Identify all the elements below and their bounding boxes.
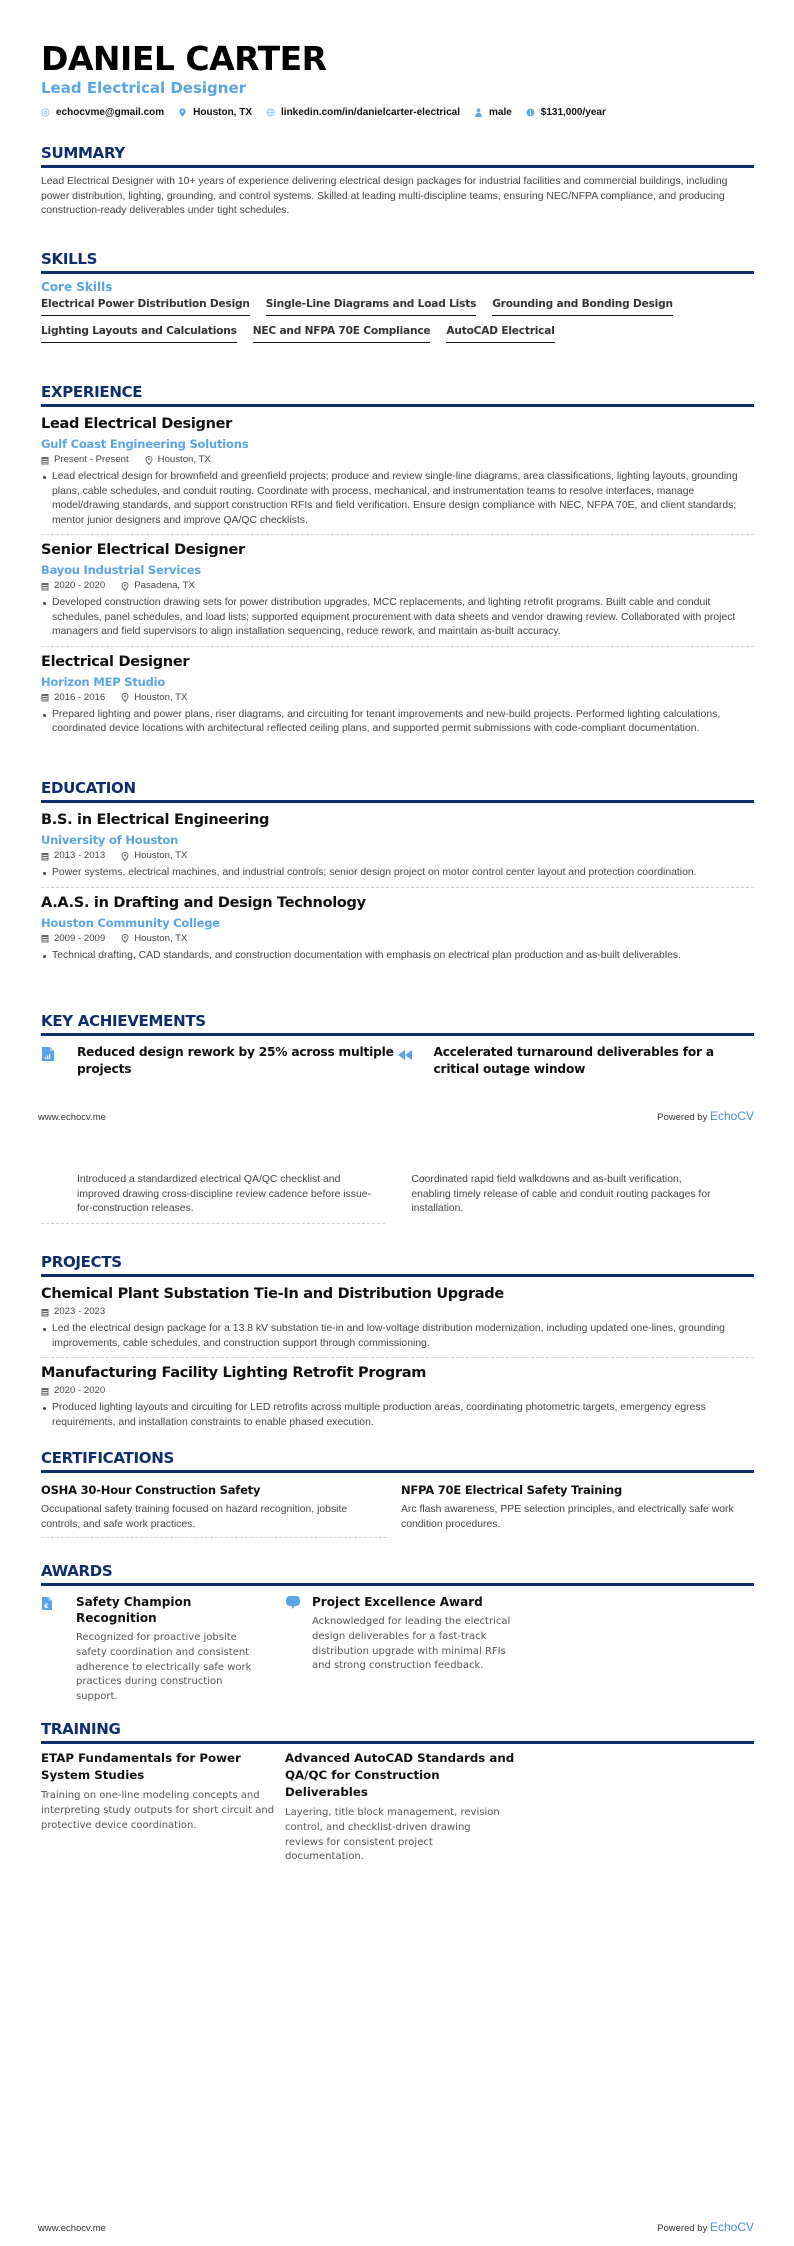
education-section (41, 779, 754, 963)
job-description: Lead electrical design for brownfield and greenfield projects; produce and review single-line diagrams, area classifications, lighting layouts, grounding plans, cable schedules, and conduit routing. Coordinate with process, mechanical, and instrumentation teams to resolve interfaces, manage model/drawing standards, and support construction RFIs and field verification. Ensure design compliance with NEC, NFPA 70E, and client standards; mentor junior designers and improve QA/QC checklists. (41, 470, 754, 528)
job-title: Electrical Designer (41, 653, 190, 670)
training-title: ETAP Fundamentals for Power System Studies (41, 1751, 241, 1782)
location-pin-icon (121, 852, 129, 861)
location-pin-icon (145, 456, 153, 465)
training-section (41, 1720, 754, 1865)
section-divider (41, 1741, 754, 1744)
section-divider (41, 404, 754, 407)
project-title: Chemical Plant Substation Tie-In and Distribution Upgrade (41, 1286, 504, 1302)
summary-section (41, 144, 754, 219)
achievement-description: Coordinated rapid field walkdowns and as-built verification, enabling timely release of cable and conduit routing packages for installation. (411, 1174, 711, 1214)
certification-description: Occupational safety training focused on hazard recognition, jobsite controls, and safe work practices. (41, 1504, 348, 1530)
award-content (312, 1594, 512, 1705)
job-dates: 2016 - 2016 (54, 691, 106, 703)
certification-title: NFPA 70E Electrical Safety Training (401, 1483, 623, 1497)
speech-bubble-icon (285, 1595, 301, 1610)
section-divider (41, 165, 754, 168)
skills-title: SKILLS (41, 250, 98, 268)
skills-list (41, 298, 754, 352)
training-item (285, 1750, 525, 1865)
job-description: Developed construction drawing sets for power distribution upgrades, MCC replacements, and lighting retrofit programs. Built cable and conduit schedules, panel schedules, and load lists; supported equipment procurement with data sheets and vendor drawing review. Collaborated with project managers and field supervisors to align installation sequencing, reduce rework, and maintain as-built accuracy. (41, 596, 754, 640)
project-entry (41, 1364, 754, 1430)
section-divider (41, 271, 754, 274)
award-title: Project Excellence Award (312, 1595, 483, 1609)
skills-group-title: Core Skills (41, 280, 113, 294)
achievement-item (398, 1044, 755, 1078)
brand-name[interactable]: EchoCV (709, 1109, 754, 1123)
skill-tag: NEC and NFPA 70E Compliance (253, 325, 431, 343)
achievements-grid (41, 1173, 754, 1224)
footer-powered-by (657, 2220, 754, 2234)
project-title: Manufacturing Facility Lighting Retrofit Program (41, 1365, 427, 1381)
school-name: Houston Community College (41, 915, 220, 930)
education-entry (41, 811, 754, 888)
certification-item (401, 1482, 747, 1538)
skill-tag: Electrical Power Distribution Design (41, 298, 250, 316)
location-pin-icon (178, 108, 187, 117)
achievements-section (41, 1012, 754, 1078)
section-divider (41, 1274, 754, 1277)
summary-text: Lead Electrical Designer with 10+ years of experience delivering electrical design packages for industrial facilities and commercial buildings, including power distribution, lighting, grounding, and control systems. Skilled at leading multi-discipline teams, ensuring NEC/NFPA compliance, and producing construction-ready deliverables under tight schedules. (41, 176, 728, 216)
contact-email[interactable] (41, 107, 164, 118)
education-meta (41, 849, 754, 863)
award-description: Recognized for proactive jobsite safety coordination and consistent adherence to electrically safe work practices during construction support. (76, 1632, 252, 1703)
section-divider (41, 1033, 754, 1036)
job-title: Lead Electrical Designer (41, 416, 232, 432)
job-location: Houston, TX (134, 691, 188, 703)
degree-title: A.A.S. in Drafting and Design Technology (41, 894, 366, 911)
school-name: University of Houston (41, 833, 179, 847)
resume-page-2 (0, 1123, 794, 2246)
project-meta (41, 1384, 754, 1398)
section-divider (41, 1583, 754, 1586)
experience-section (41, 383, 754, 737)
location-pin-icon (121, 934, 129, 943)
education-location: Houston, TX (134, 850, 188, 861)
project-meta (41, 1305, 754, 1319)
achievement-item (41, 1044, 398, 1078)
calendar-icon (41, 582, 49, 591)
achievement-title: Accelerated turnaround deliverables for a critical outage window (433, 1045, 714, 1076)
calendar-icon (41, 693, 49, 702)
contact-gender-text: male (488, 107, 512, 118)
resume-header (41, 40, 754, 118)
skill-tag: AutoCAD Electrical (446, 325, 554, 343)
award-title: Safety Champion Recognition (76, 1595, 192, 1625)
contact-salary (526, 107, 606, 118)
contact-linkedin[interactable] (266, 107, 460, 118)
company-name: Horizon MEP Studio (41, 674, 166, 689)
job-meta (41, 453, 754, 467)
projects-section (41, 1253, 754, 1430)
job-meta (41, 579, 754, 593)
rewind-icon (398, 1050, 412, 1060)
certification-title: OSHA 30-Hour Construction Safety (41, 1483, 261, 1497)
skills-section (41, 250, 754, 352)
location-pin-icon (121, 582, 129, 591)
candidate-role: Lead Electrical Designer (41, 79, 247, 97)
file-euro-icon (41, 1596, 53, 1611)
education-location: Houston, TX (134, 932, 188, 944)
job-dates: 2020 - 2020 (54, 580, 106, 591)
training-title: TRAINING (41, 1720, 121, 1738)
achievements-grid (41, 1044, 754, 1078)
project-dates: 2020 - 2020 (54, 1385, 106, 1396)
candidate-name: DANIEL CARTER (41, 39, 327, 78)
certifications-title: CERTIFICATIONS (41, 1449, 174, 1467)
contact-salary-text: $131,000/year (540, 107, 606, 118)
award-item (41, 1594, 285, 1705)
project-description: Led the electrical design package for a 13.8 kV substation tie-in and low-voltage distribution modernization, including updated one-lines, grounding improvements, cable schedules, and construction support through commissioning. (41, 1322, 754, 1351)
calendar-icon (41, 1387, 49, 1396)
award-content (76, 1594, 276, 1705)
project-description: Produced lighting layouts and circuiting for LED retrofits across multiple production areas, coordinating photometric targets, emergency egress requirements, and installation constraints to enable phased execution. (41, 1401, 754, 1430)
project-entry (41, 1285, 754, 1358)
calendar-icon (41, 1308, 49, 1317)
dollar-icon (526, 108, 535, 117)
contact-location (178, 107, 252, 118)
certification-description: Arc flash awareness, PPE selection principles, and electrically safe work condition procedures. (401, 1504, 734, 1530)
location-pin-icon (121, 693, 129, 702)
company-name: Bayou Industrial Services (41, 563, 201, 577)
awards-section (41, 1562, 754, 1705)
training-description: Training on one-line modeling concepts and interpreting study outputs for short circuit and protective device coordination. (41, 1790, 275, 1831)
job-title: Senior Electrical Designer (41, 542, 245, 558)
footer-website[interactable]: www.echocv.me (38, 2223, 106, 2234)
achievement-desc-cell (399, 1173, 754, 1224)
calendar-icon (41, 852, 49, 861)
company-name: Gulf Coast Engineering Solutions (41, 437, 249, 451)
experience-entry (41, 653, 754, 737)
person-icon (474, 108, 483, 117)
award-description: Acknowledged for leading the electrical design deliverables for a fast-track distribution upgrade with minimal RFIs and strong construction feedback. (312, 1616, 511, 1672)
summary-title: SUMMARY (41, 144, 125, 162)
education-description: Technical drafting, CAD standards, and construction documentation with emphasis on electrical plan production and as-built deliverables. (41, 949, 754, 964)
certification-item (41, 1482, 387, 1538)
achievements-continued (41, 1173, 754, 1224)
training-title: Advanced AutoCAD Standards and QA/QC for Construction Deliverables (285, 1751, 515, 1799)
skill-tag: Lighting Layouts and Calculations (41, 325, 237, 343)
achievements-title: KEY ACHIEVEMENTS (41, 1012, 206, 1030)
education-meta (41, 932, 754, 946)
job-meta (41, 691, 754, 705)
svg-text:€: € (44, 1603, 49, 1610)
experience-entry (41, 541, 754, 647)
projects-title: PROJECTS (41, 1253, 122, 1271)
achievement-desc-cell (41, 1173, 385, 1224)
education-entry (41, 894, 754, 964)
calendar-icon (41, 456, 49, 465)
contact-bar (41, 107, 754, 118)
brand-name[interactable]: EchoCV (709, 2220, 754, 2234)
achievement-description: Introduced a standardized electrical QA/QC checklist and improved drawing cross-discipline review cadence before issue-for-construction releases. (77, 1174, 371, 1214)
globe-icon (266, 108, 275, 117)
certifications-section (41, 1449, 754, 1538)
calendar-icon (41, 934, 49, 943)
experience-title: EXPERIENCE (41, 383, 143, 401)
footer-powered-by (657, 1109, 754, 1123)
contact-gender (474, 107, 512, 118)
award-item (285, 1594, 525, 1705)
education-dates: 2009 - 2009 (54, 932, 106, 944)
at-icon (41, 108, 50, 117)
section-divider (41, 1470, 754, 1473)
contact-linkedin-text: linkedin.com/in/danielcarter-electrical (281, 107, 460, 118)
contact-location-text: Houston, TX (193, 107, 253, 118)
training-item (41, 1750, 285, 1865)
experience-entry (41, 415, 754, 535)
job-dates: Present - Present (54, 454, 129, 465)
education-dates: 2013 - 2013 (54, 850, 106, 861)
powered-prefix: Powered by (657, 1112, 710, 1123)
skill-tag: Grounding and Bonding Design (492, 298, 673, 316)
footer-website[interactable]: www.echocv.me (38, 1112, 106, 1123)
awards-title: AWARDS (41, 1562, 113, 1580)
job-description: Prepared lighting and power plans, riser diagrams, and circuiting for tenant improvements and new-build projects. Performed lighting calculations, coordinated device locations with architectural reflected ceiling plans, and supported permit submissions with code-compliant documentation. (41, 708, 754, 737)
certifications-grid (41, 1482, 754, 1538)
job-location: Pasadena, TX (134, 580, 195, 591)
powered-prefix: Powered by (657, 2223, 710, 2234)
awards-grid (41, 1594, 754, 1705)
education-title: EDUCATION (41, 779, 136, 797)
training-description: Layering, title block management, revision control, and checklist-driven drawing reviews for consistent project documentation. (285, 1807, 500, 1863)
file-chart-icon (41, 1046, 55, 1062)
education-description: Power systems, electrical machines, and industrial controls; senior design project on motor control center layout and protection coordination. (41, 866, 754, 881)
project-dates: 2023 - 2023 (54, 1306, 106, 1317)
achievement-title: Reduced design rework by 25% across multiple projects (77, 1045, 394, 1076)
degree-title: B.S. in Electrical Engineering (41, 812, 270, 828)
contact-email-text: echocvme@gmail.com (56, 107, 165, 118)
section-divider (41, 800, 754, 803)
skill-tag: Single-Line Diagrams and Load Lists (266, 298, 476, 316)
training-grid (41, 1750, 754, 1865)
job-location: Houston, TX (157, 454, 211, 465)
